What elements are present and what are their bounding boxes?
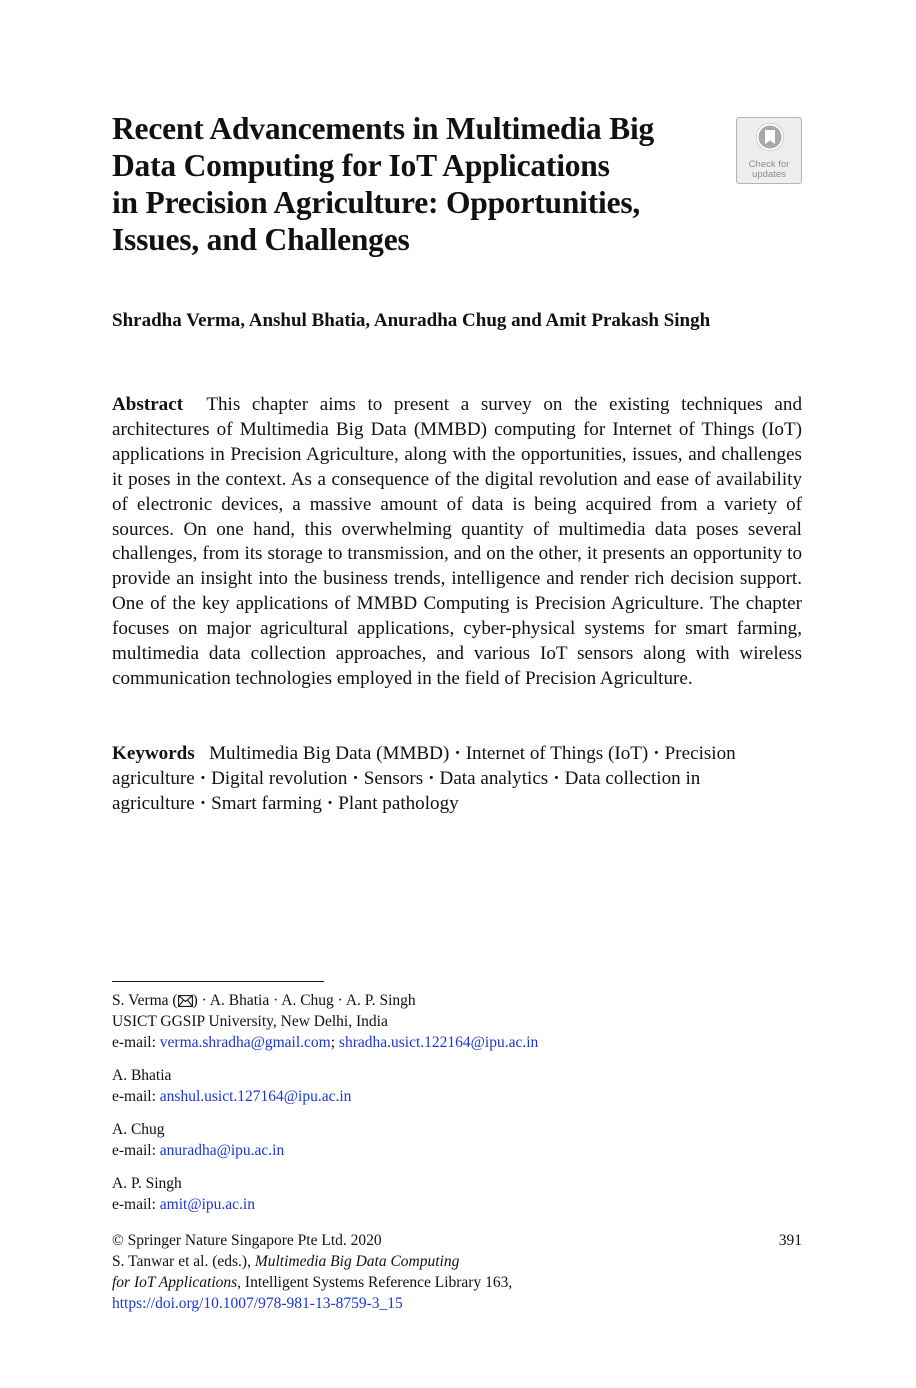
keyword: Multimedia Big Data (MMBD) — [209, 743, 450, 764]
chapter-title — [112, 110, 722, 258]
author-name: A. Chug — [112, 1121, 165, 1138]
chug-email-link[interactable]: anuradha@ipu.ac.in — [159, 1142, 285, 1159]
author-name: A. P. Singh — [112, 1175, 182, 1192]
keyword: Data collection in agriculture — [112, 767, 701, 814]
keyword: Sensors — [363, 767, 424, 789]
author-name: A. Bhatia — [112, 1067, 172, 1084]
badge-label-line2: updates — [752, 169, 786, 180]
title-line: Data Computing for IoT Applications — [112, 148, 610, 183]
verma-email-line: e-mail: verma.shradha@gmail.com; shradha.usict.122164@ipu.ac.in — [112, 1034, 539, 1051]
singh-email-line: e-mail: amit@ipu.ac.in — [112, 1196, 255, 1213]
affiliation-main — [112, 990, 752, 1053]
citation-line-2 — [112, 1272, 802, 1293]
affiliation-singh — [112, 1173, 752, 1215]
affiliation-chug — [112, 1119, 752, 1161]
series-info: , Intelligent Systems Reference Library 163, — [237, 1274, 513, 1291]
verma-email-link-2[interactable]: shradha.usict.122164@ipu.ac.in — [338, 1034, 539, 1051]
citation-line-1: S. Tanwar et al. (eds.), Multimedia Big Data Computing — [112, 1253, 460, 1270]
chug-email-line: e-mail: anuradha@ipu.ac.in — [112, 1142, 285, 1159]
abstract-label: Abstract — [112, 394, 184, 415]
check-for-updates-icon — [756, 123, 784, 151]
verma-email-link-1[interactable]: verma.shradha@gmail.com — [159, 1034, 331, 1051]
keyword: Internet of Things (IoT) — [465, 743, 649, 764]
affiliation-bhatia — [112, 1065, 752, 1107]
page-number: 391 — [778, 1232, 802, 1249]
check-for-updates-badge[interactable] — [736, 117, 802, 184]
badge-label-line1: Check for — [748, 159, 790, 170]
affiliation-authors-line: S. Verma ( ) · A. Bhatia · A. Chug · A. P. Singh — [112, 992, 416, 1009]
abstract-text: This chapter aims to present a survey on the existing techniques and architectures of Multimedia Big Data (MMBD) computing for Internet of Things (IoT) applications in Precision Agriculture, along with the opportunities, issues, and challenges it poses in the context. As a consequence of the digital revolution and ease of availability of electronic devices, a massive amount of data is being acquired from a variety of sources. On one hand, this overwhelming quantity of multimedia data poses several challenges, from its storage to transmission, and on the other, it presents an opportunity to provide an insight into the business trends, intelligence and render rich decision support. One of the key applications of MMBD Computing is Precision Agriculture. The chapter focuses on major agricultural applications, cyber-physical systems for smart farming, multimedia data collection approaches, and various IoT sensors along with wireless communication technologies employed in the field of Precision Agriculture. — [112, 394, 803, 689]
publication-info — [112, 1230, 802, 1314]
keywords: Keywords Multimedia Big Data (MMBD) · Internet of Things (IoT) · Precision agriculture · Digital revolution · Sensors · Data analytics · Data collection in agriculture · Smart farming · Plant pathology — [112, 743, 736, 814]
singh-email-link[interactable]: amit@ipu.ac.in — [159, 1196, 255, 1213]
author-list: Shradha Verma, Anshul Bhatia, Anuradha Chug and Amit Prakash Singh — [112, 310, 711, 331]
envelope-icon — [178, 995, 193, 1007]
bhatia-email-link[interactable]: anshul.usict.127164@ipu.ac.in — [159, 1088, 352, 1105]
keywords-label: Keywords — [112, 743, 195, 764]
copyright: © Springer Nature Singapore Pte Ltd. 2020 — [112, 1232, 382, 1249]
bhatia-email-line: e-mail: anshul.usict.127164@ipu.ac.in — [112, 1088, 352, 1105]
keyword: Plant pathology — [338, 792, 459, 814]
title-line: in Precision Agriculture: Opportunities, — [112, 185, 641, 220]
book-title-part2: for IoT Applications — [112, 1274, 238, 1291]
keyword: Smart farming — [211, 792, 322, 814]
title-line: Recent Advancements in Multimedia Big — [112, 111, 655, 146]
title-line: Issues, and Challenges — [112, 222, 410, 257]
book-title-part1: Multimedia Big Data Computing — [254, 1253, 460, 1270]
keyword: Digital revolution — [211, 767, 348, 789]
abstract — [112, 393, 802, 692]
keyword: Precision agriculture — [112, 743, 736, 789]
affiliation-institution: USICT GGSIP University, New Delhi, India — [112, 1013, 388, 1030]
keyword: Data analytics — [439, 767, 549, 789]
doi-link[interactable]: https://doi.org/10.1007/978-981-13-8759-3_15 — [112, 1295, 403, 1312]
footnote-divider — [112, 981, 324, 982]
